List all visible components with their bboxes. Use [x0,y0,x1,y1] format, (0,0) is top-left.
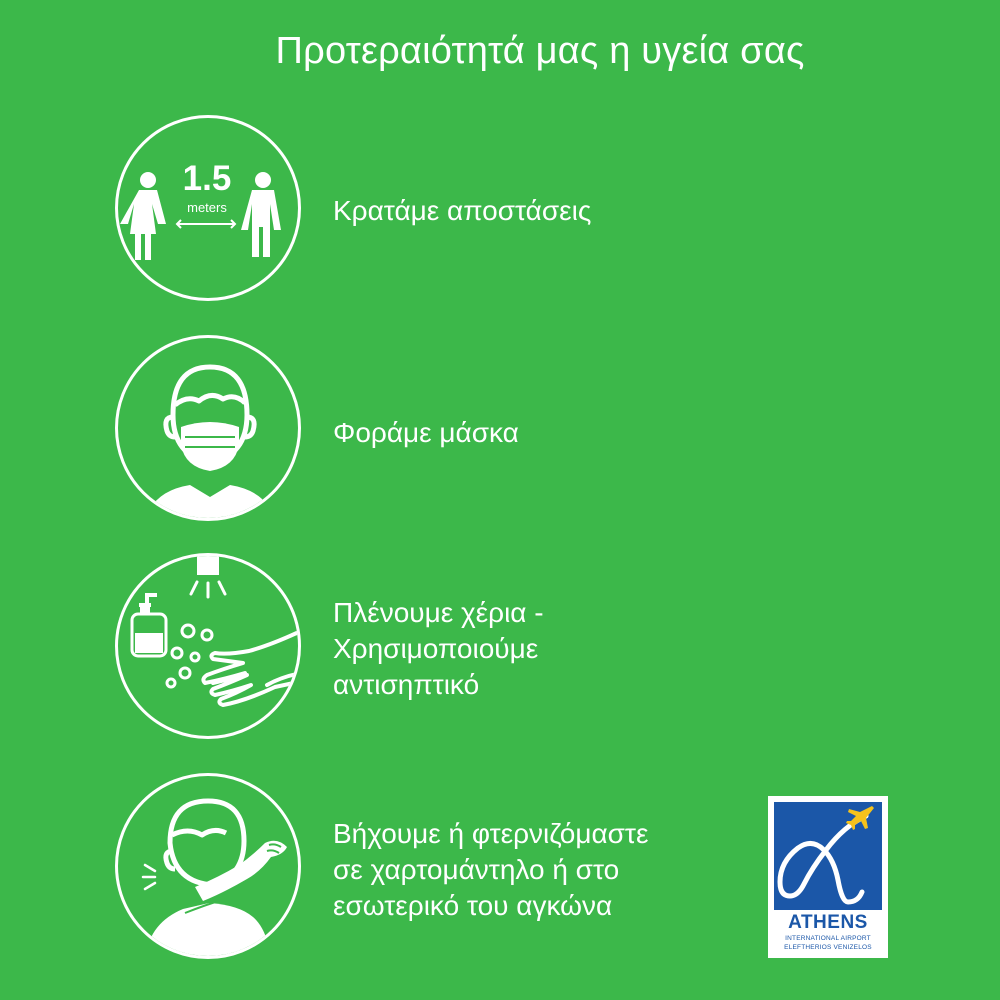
guideline-label: Πλένουμε χέρια - Χρησιμοποιούμε αντισηπτικό [333,597,544,700]
hand-washing-icon [115,553,301,739]
dispenser-icon [197,553,219,575]
distance-value: 1.5 [182,159,232,198]
cough-elbow-icon [115,773,301,959]
distance-unit: meters [187,200,227,215]
airport-emblem-icon [774,802,882,910]
guideline-label: Φοράμε μάσκα [333,417,519,448]
logo-subtitle: INTERNATIONAL AIRPORT [785,935,871,942]
distance-arrow-icon [177,220,235,228]
woman-figure-icon [120,172,166,260]
athens-airport-logo [768,796,888,958]
cough-puff-icon [143,865,155,889]
social-distancing-icon [115,115,301,301]
guideline-mask [0,335,1000,525]
guideline-distancing [0,115,1000,305]
face-mask-icon [115,335,301,521]
soap-bottle-icon [132,593,166,656]
hands-icon [203,631,301,705]
logo-subtitle: ELEFTHERIOS VENIZELOS [784,944,872,951]
guideline-handwashing [0,553,1000,743]
man-figure-icon [241,172,281,257]
page-title: Προτεραιότητά μας η υγεία σας [275,30,805,72]
logo-name: ATHENS [788,912,868,933]
guideline-label: Βήχουμε ή φτερνιζόμαστε σε χαρτομάντηλο ή στο εσωτερικό του αγκώνα [333,818,649,921]
guideline-label: Κρατάμε αποστάσεις [333,195,592,226]
